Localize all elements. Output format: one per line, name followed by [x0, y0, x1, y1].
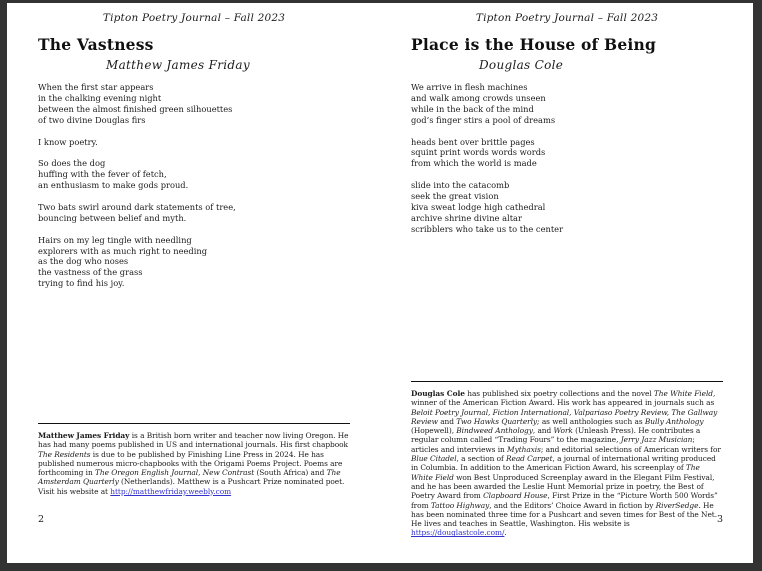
poem-line: heads bent over brittle pages [411, 136, 535, 147]
poem-line: So does the dog [38, 158, 106, 169]
bio-text-segment: The Oregon English Journal, New Contrast [94, 468, 255, 478]
bio-text-segment: Bully Anthology [644, 416, 704, 426]
bio-website-link[interactable]: https://douglastcole.com/ [411, 528, 505, 538]
poem-line: Two bats swirl around dark statements of tree, [38, 201, 236, 212]
poem-line: Hairs on my leg tingle with needling [38, 234, 192, 245]
poem-line: scribblers who take us to the center [411, 223, 564, 234]
poem-stanza [38, 158, 350, 191]
page-number: 3 [716, 514, 723, 525]
bio-text-segment: Clapboard House [483, 491, 548, 501]
poem-line: We arrive in flesh machines [411, 82, 528, 92]
page-right [380, 3, 753, 563]
poem-body [411, 82, 723, 246]
bio-text-segment: . [504, 528, 507, 538]
poem-title: The Vastness [38, 35, 154, 54]
bio-text-segment: Blue Citadel [411, 454, 457, 464]
poem-line: trying to find his joy. [38, 278, 125, 289]
bio-text-segment: Beloit Poetry Journal, Fiction International, Valpariaso Poetry Review, The Gallway Review [411, 407, 718, 426]
bio-text-segment: as well anthologies such as [539, 416, 645, 426]
poem-line: explorers with as much right to needing [38, 245, 208, 256]
poem-stanza [38, 137, 350, 148]
bio-text-segment: is due to be published by Finishing Line Press in 2024. He has published numerous micro-chapbooks with the Origami Poems Project. Poems are forthcoming in [38, 449, 343, 478]
bio-text-segment: Two Hawks Quarterly; [456, 416, 540, 426]
bio-text-segment: won Best Unproduced Screenplay award in the Elegant Film Festival, and he has been awarded the Leslie Hunt Memorial prize in poetry, the Best of Poetry Award from [411, 472, 715, 501]
bio-text-segment: . He has been nominated three time for a Pushcart and seven times for Best of the Net. He lives and teaches in Seattle, Washington. His website is [411, 500, 718, 529]
bio-text-segment: (Unleash Press). He contributes a regular column called “Trading Fours” to the magazine, [411, 426, 701, 445]
bio-text-segment: Douglas Cole [411, 389, 465, 398]
running-header: Tipton Poetry Journal – Fall 2023 [475, 12, 659, 24]
poem-author: Douglas Cole [479, 58, 564, 72]
bio-text-segment: (Netherlands). Matthew is a Pushcart Prize nominated poet. Visit his website at [38, 477, 345, 496]
poem-line: seek the great vision [411, 191, 499, 202]
bio-text-segment: The White Field [411, 463, 700, 482]
author-bio-block [38, 423, 350, 496]
bio-text-segment: Matthew James Friday [38, 431, 130, 440]
poem-line: god’s finger stirs a pool of dreams [411, 114, 556, 125]
poem-stanza [411, 180, 723, 235]
running-header: Tipton Poetry Journal – Fall 2023 [102, 12, 286, 24]
poem-line: slide into the catacomb [411, 180, 510, 191]
bio-text-segment: RiverSedge [655, 500, 699, 510]
bio-text-segment: , winner of the American Fiction Award. His work has appeared in journals such as [411, 389, 716, 408]
author-bio-text [38, 431, 350, 496]
poem-stanza [411, 82, 723, 126]
poem-line: from which the world is made [411, 158, 537, 169]
bio-text-segment: Work [553, 426, 573, 436]
bio-text-segment: , a section of [456, 454, 506, 464]
poem-line: archive shrine divine altar [411, 212, 522, 223]
poem-line: in the chalking evening night [38, 92, 162, 103]
poem-line: an enthusiasm to make gods proud. [38, 180, 189, 191]
poem-line: of two divine Douglas firs [38, 114, 146, 125]
bio-website-link[interactable]: http://matthewfriday.weebly.com [110, 486, 232, 496]
poem-stanza [38, 202, 350, 224]
bio-text-segment: , First Prize in the “Picture Worth 500 Words” from [411, 491, 718, 510]
page-number: 2 [38, 514, 45, 525]
page-left [7, 3, 380, 563]
bio-text-segment: and [437, 416, 457, 426]
bio-text-segment: Bindweed Anthology [456, 426, 533, 436]
bio-text-segment: Jerry Jazz Musician [620, 435, 693, 445]
poem-line: When the first star appears [38, 82, 154, 92]
poem-title: Place is the House of Being [411, 35, 656, 54]
bio-text-segment: (South Africa) and [254, 468, 327, 478]
bio-text-segment: ; and editorial selections of American writers for [540, 444, 721, 454]
document-spread [7, 3, 753, 563]
poem-line: as the dog who noses [38, 256, 129, 267]
poem-line: I know poetry. [38, 136, 98, 147]
poem-line: huffing with the fever of fetch, [38, 169, 167, 180]
bio-text-segment: has published six poetry collections and the novel [464, 389, 654, 398]
bio-text-segment: Read Carpet [505, 454, 553, 464]
poem-stanza [411, 137, 723, 170]
poem-line: the vastness of the grass [38, 267, 143, 278]
poem-line: squint print words words words [411, 147, 546, 158]
poem-author: Matthew James Friday [106, 58, 250, 72]
bio-text-segment: , a journal of international writing produced in Columbia. In addition to the American Fiction Award, his screenplay of [411, 454, 716, 473]
bio-text-segment: (Hopewell), [411, 426, 457, 436]
bio-text-segment: Tattoo Highway [430, 500, 490, 510]
poem-line: bouncing between belief and myth. [38, 212, 187, 223]
bio-text-segment: , and the Editors’ Choice Award in fiction by [489, 500, 656, 510]
bio-text-segment: ; articles and interviews in [411, 435, 695, 454]
bio-text-segment: Mythaxis [507, 444, 541, 454]
poem-line: kiva sweat lodge high cathedral [411, 201, 546, 212]
poem-stanza [38, 235, 350, 290]
poem-line: and walk among crowds unseen [411, 92, 546, 103]
poem-stanza [38, 82, 350, 126]
bio-text-segment: , and [532, 426, 554, 436]
bio-text-segment: The White Field [653, 389, 713, 398]
poem-line: between the almost finished green silhouettes [38, 103, 233, 114]
poem-body [38, 82, 350, 300]
bio-text-segment: is a British born writer and teacher now living Oregon. He has had many poems published in US and international journals. His first chapbook [38, 431, 349, 450]
poem-line: while in the back of the mind [411, 103, 534, 114]
bio-text-segment: The Amsterdam Quarterly [38, 468, 341, 487]
bio-text-segment: The Residents [38, 449, 91, 459]
